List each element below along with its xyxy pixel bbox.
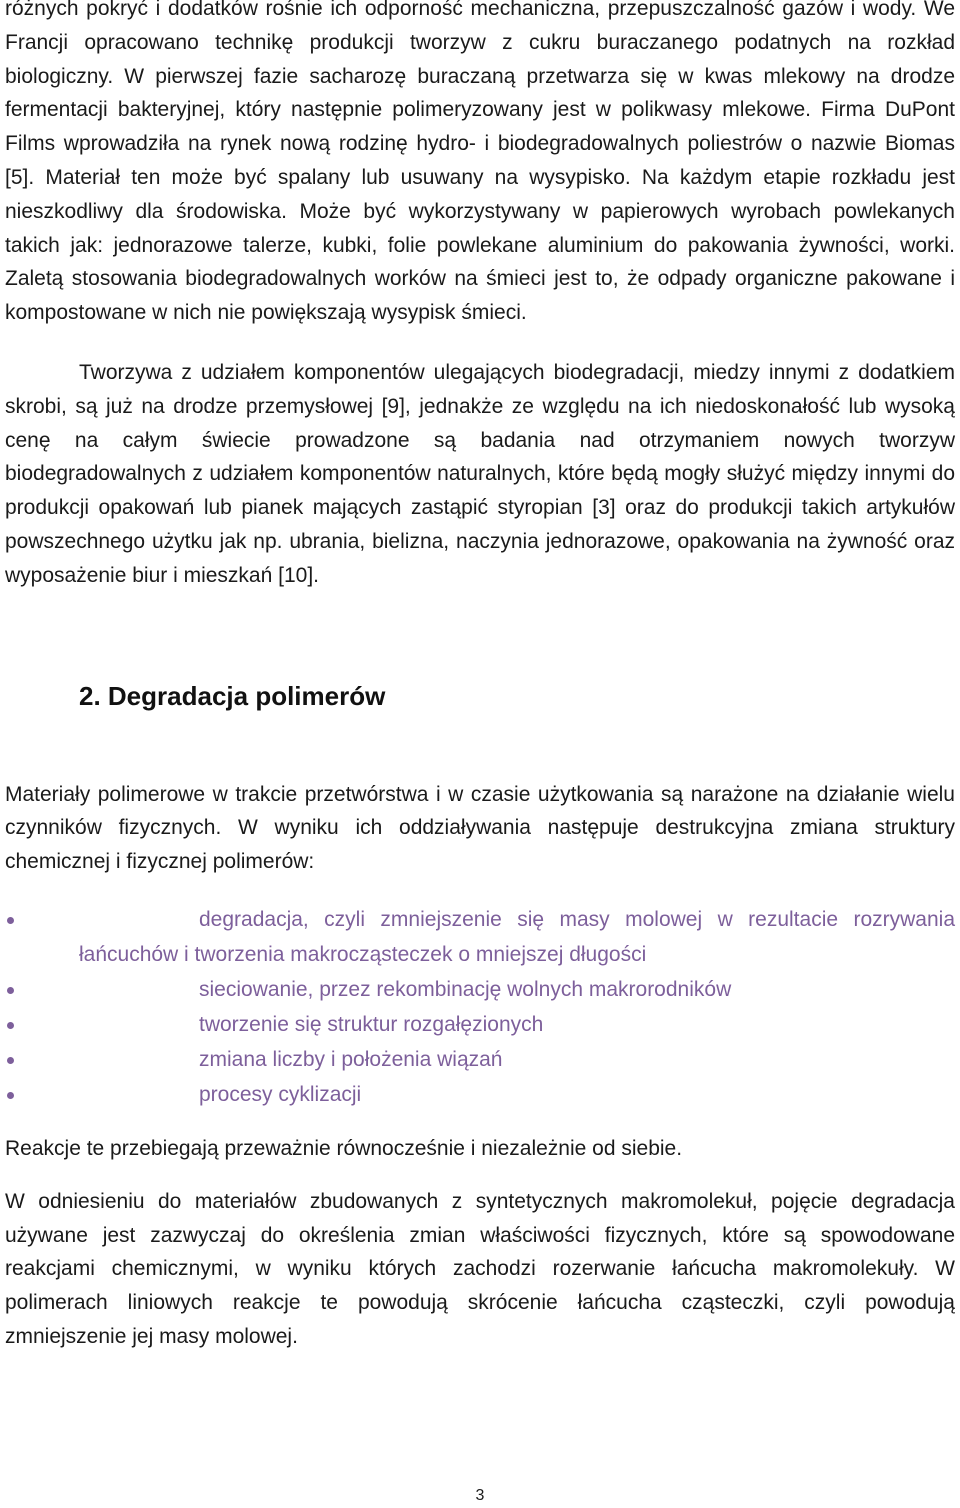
bullet-icon <box>7 987 14 994</box>
list-item-text: procesy cyklizacji <box>199 1082 362 1106</box>
document-page <box>5 0 955 1354</box>
section-heading: 2. Degradacja polimerów <box>79 680 386 711</box>
list-item-text: degradacja, czyli zmniejszenie się masy molowej w rezultacie rozrywania łańcuchów i tworzenia makrocząsteczek o mniejszej długości <box>79 907 955 966</box>
paragraph-polymer-materials: Materiały polimerowe w trakcie przetwórstwa i w czasie użytkowania są narażone na działanie wielu czynników fizycznych. W wyniku ich oddziaływania następuje destrukcyjna zmiana struktury chemicznej i fizycznej polimerów: <box>5 782 955 874</box>
paragraph-reactions: Reakcje te przebiegają przeważnie równocześnie i niezależnie od siebie. <box>5 1136 683 1160</box>
bullet-icon <box>7 1022 14 1029</box>
paragraph-biodegradable-components: Tworzywa z udziałem komponentów ulegających biodegradacji, miedzy innymi z dodatkiem skrobi, są już na drodze przemysłowej [9], jednakże ze względu na ich niedoskonałość lub wysoką cenę na całym świecie prowadzone są badania nad otrzymaniem nowych tworzyw biodegradowalnych z udziałem komponentów naturalnych, które będą mogły służyć między innymi do produkcji opakowań lub pianek mających zastąpić styropian [3] oraz do produkcji takich artykułów powszechnego użytku jak np. ubrania, bielizna, naczynia jednorazowe, opakowania na żywność oraz wyposażenie biur i mieszkań [10]. <box>5 360 955 587</box>
destruction-changes-list <box>5 902 955 1112</box>
list-item <box>5 1077 955 1112</box>
list-item <box>5 1007 955 1042</box>
paragraph-degradation-definition: W odniesieniu do materiałów zbudowanych z syntetycznych makromolekuł, pojęcie degradacja używane jest zazwyczaj do określenia zmian właściwości fizycznych, które są spowodowane reakcjami chemicznymi, w wyniku których zachodzi rozerwanie łańcucha makromolekuły. W polimerach liniowych reakcje te powodują skrócenie łańcucha cząsteczki, czyli powodują zmniejszenie jej masy molowej. <box>5 1189 955 1348</box>
list-item-text: sieciowanie, przez rekombinację wolnych makrorodników <box>199 977 732 1001</box>
list-item-text: zmiana liczby i położenia wiązań <box>199 1047 503 1071</box>
list-item <box>5 1042 955 1077</box>
list-item <box>5 972 955 1007</box>
list-item-text: tworzenie się struktur rozgałęzionych <box>199 1012 544 1036</box>
bullet-icon <box>7 1092 14 1099</box>
bullet-icon <box>7 1057 14 1064</box>
paragraph-biodegradable-plastics: różnych pokryć i dodatków rośnie ich odporność mechaniczna, przepuszczalność gazów i wody. We Francji opracowano technikę produkcji tworzyw z cukru buraczanego podatnych na rozkład biologiczny. W pierwszej fazie sacharozę buraczaną przetwarza się w kwas mlekowy na drodze fermentacji bakteryjnej, który następnie polimeryzowany jest w polikwasy mlekowe. Firma DuPont Films wprowadziła na rynek nową rodzinę hydro- i biodegradowalnych poliestrów o nazwie Biomas [5]. Materiał ten może być spalany lub usuwany na wysypisko. Na każdym etapie rozkładu jest nieszkodliwy dla środowiska. Może być wykorzystywany w papierowych wyrobach powlekanych takich jak: jednorazowe talerze, kubki, folie powlekane aluminium do pakowania żywności, worki. Zaletą stosowania biodegradowalnych worków na śmieci jest to, że odpady organiczne pakowane i kompostowane w nich nie powiększają wysypisk śmieci. <box>5 0 955 325</box>
page-number: 3 <box>475 1487 485 1504</box>
bullet-icon <box>7 917 14 924</box>
list-item <box>5 902 955 972</box>
